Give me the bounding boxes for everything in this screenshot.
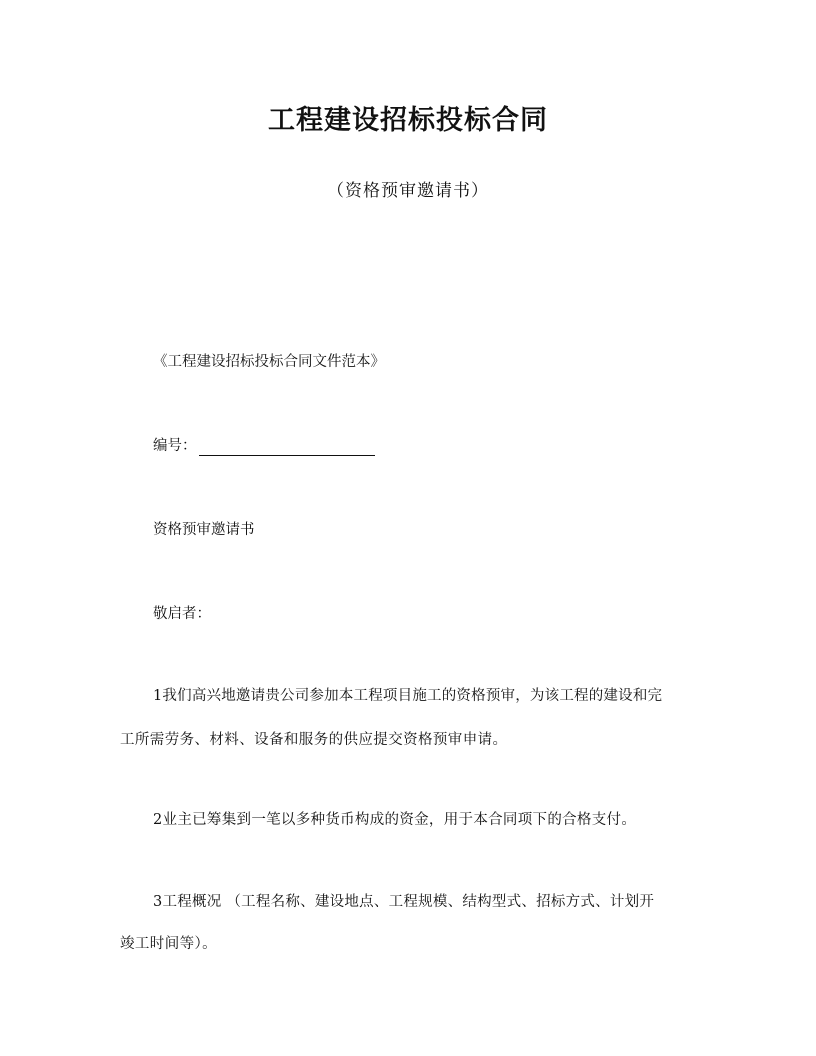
number-label: 编号： <box>153 438 197 454</box>
paragraph-3-line-2: 竣工时间等）。 <box>120 936 218 952</box>
document-title: 工程建设招标投标合同 <box>268 105 548 136</box>
paragraph-3-line-1: 3工程概况 （工程名称、建设地点、工程规模、结构型式、招标方式、计划开 <box>153 894 655 910</box>
reference-line: 《工程建设招标投标合同文件范本》 <box>153 354 385 370</box>
section-heading: 资格预审邀请书 <box>153 522 255 538</box>
paragraph-2: 2业主已筹集到一笔以多种货币构成的资金，用于本合同项下的合格支付。 <box>153 812 637 828</box>
document-subtitle: （资格预审邀请书） <box>327 181 489 201</box>
number-line <box>153 436 375 456</box>
number-blank-field <box>199 439 375 456</box>
paragraph-1-line-2: 工所需劳务、材料、设备和服务的供应提交资格预审申请。 <box>120 732 508 748</box>
paragraph-1-line-1: 1我们高兴地邀请贵公司参加本工程项目施工的资格预审，为该工程的建设和完 <box>153 688 663 704</box>
salutation: 敬启者： <box>153 606 211 622</box>
